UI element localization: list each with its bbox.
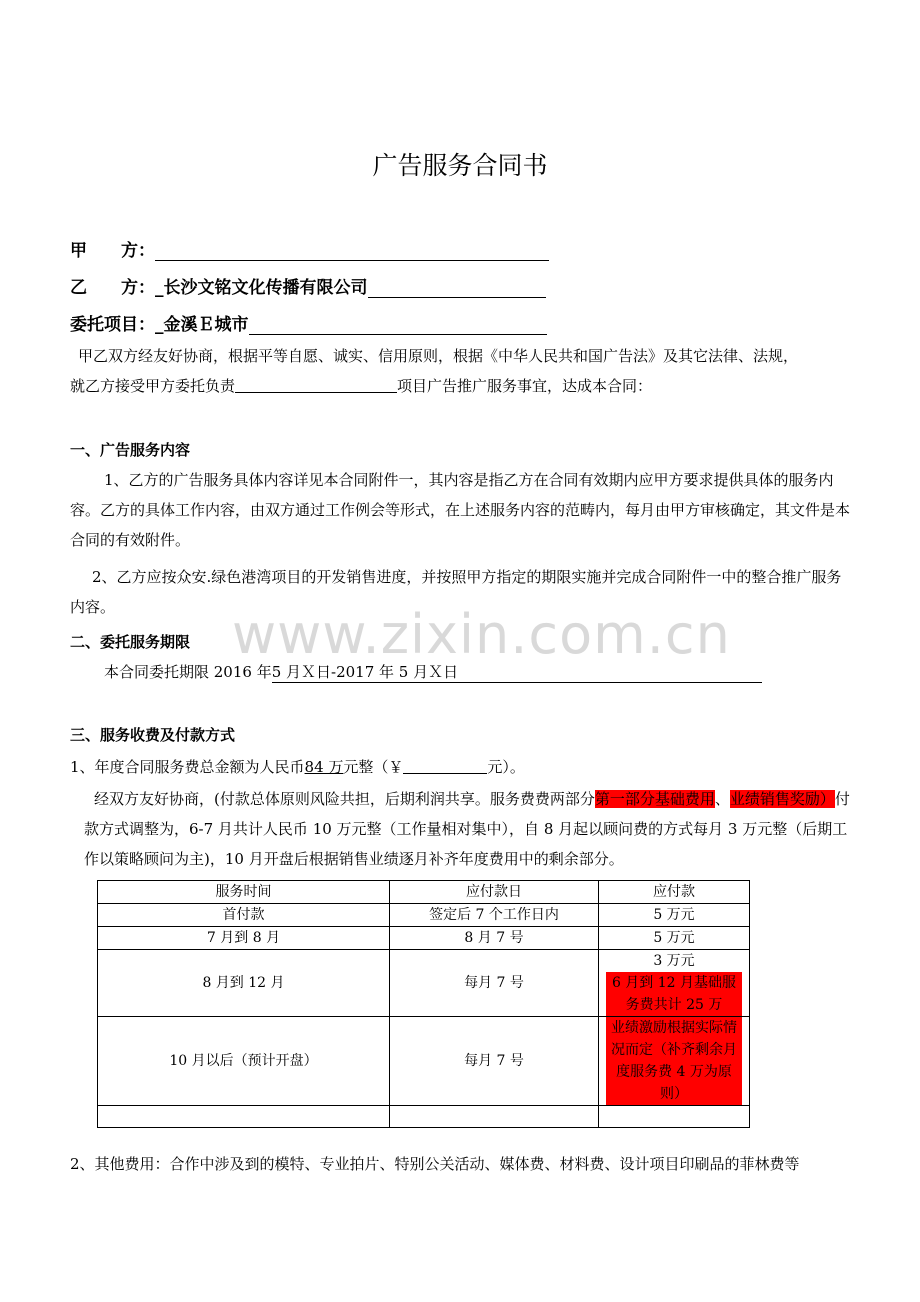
table-cell: 签定后 7 个工作日内 <box>390 904 599 927</box>
term-range-text: 5 月Ｘ日-2017 年 5 月Ｘ日 <box>271 663 459 681</box>
table-header-row <box>98 881 750 904</box>
table-row <box>98 927 750 950</box>
table-header-cell: 应付款日 <box>390 881 599 904</box>
page-title: 广告服务合同书 <box>372 151 548 180</box>
table-row <box>98 950 750 1017</box>
table-cell: 8 月到 12 月 <box>98 950 390 1017</box>
highlight-base-fee: 第一部分基础费用 <box>594 790 715 808</box>
table-cell <box>599 1017 750 1106</box>
table-cell: 8 月 7 号 <box>390 927 599 950</box>
project-field <box>70 310 547 335</box>
party-b-label: 乙 方： <box>70 278 155 298</box>
table-cell: 首付款 <box>98 904 390 927</box>
party-b-blank <box>368 277 546 298</box>
table-cell-highlight-note: 6 月到 12 月基础服务费共计 25 万 <box>606 972 742 1016</box>
highlight-sales-bonus: 业绩销售奖励） <box>729 790 835 808</box>
table-cell-highlight-note: 业绩激励根据实际情况而定（补齐剩余月度服务费 4 万为原则） <box>606 1017 742 1105</box>
section-1-heading: 一、广告服务内容 <box>70 441 191 459</box>
term-prefix: 本合同委托期限 2016 年 <box>104 663 272 681</box>
party-a-label: 甲 方： <box>70 241 155 261</box>
project-blank <box>249 314 547 335</box>
fee-total-mid: 元整（￥ <box>343 758 404 776</box>
section-1-paragraph-2: 2、乙方应按众安.绿色港湾项目的开发销售进度，并按照甲方指定的期限实施并完成合同附件一中的整合推广服务内容。 <box>70 568 842 616</box>
section-3-heading: 三、服务收费及付款方式 <box>70 726 236 744</box>
table-row-empty <box>98 1106 750 1128</box>
payment-text-b: 付款方式调整为，6-7 月共计人民币 10 万元整（工作量相对集中），自 8 月起以顾问费的方式每月 3 万元整（后期工作以策略顾问为主)，10 月开盘后根据销售业绩逐月补齐年度费用中的剩余部分。 <box>84 790 850 868</box>
table-cell <box>599 1106 750 1128</box>
other-fees-line: 2、其他费用：合作中涉及到的模特、专业拍片、特别公关活动、媒体费、材料费、设计项目印刷品的菲林费等 <box>70 1155 800 1173</box>
party-b-value: _长沙文铭文化传播有限公司 <box>155 278 368 298</box>
fee-total-blank <box>403 757 487 774</box>
intro-paragraph <box>70 341 852 401</box>
table-header-cell: 应付款 <box>599 881 750 904</box>
payment-text-a: 经双方友好协商，(付款总体原则风险共担，后期利润共享。服务费费两部分 <box>94 790 595 808</box>
table-cell <box>599 950 750 1017</box>
table-cell: 每月 7 号 <box>390 1017 599 1106</box>
table-row <box>98 904 750 927</box>
fee-total-line <box>70 752 852 782</box>
project-label: 委托项目： <box>70 315 155 335</box>
fee-total-amount: 84 万 <box>304 758 344 776</box>
intro-text-a: 就乙方接受甲方委托负责 <box>70 377 236 395</box>
party-a-field <box>70 236 549 261</box>
payment-separator: 、 <box>714 790 730 808</box>
table-cell: 5 万元 <box>599 927 750 950</box>
section-2-heading: 二、委托服务期限 <box>70 633 191 651</box>
party-b-field <box>70 273 546 298</box>
table-header-cell: 服务时间 <box>98 881 390 904</box>
intro-text-b: 项目广告推广服务事宜，达成本合同： <box>397 377 653 395</box>
table-cell-amount: 3 万元 <box>653 953 695 969</box>
table-row <box>98 1017 750 1106</box>
table-cell: 7 月到 8 月 <box>98 927 390 950</box>
intro-blank <box>235 376 397 393</box>
table-cell <box>98 1106 390 1128</box>
watermark: www.zixin.com.cn <box>232 603 731 666</box>
intro-line-2 <box>70 371 852 401</box>
fee-total-suffix: 元）。 <box>487 758 525 776</box>
fee-total-prefix: 1、年度合同服务费总金额为人民币 <box>70 758 305 776</box>
project-value: _金溪Ｅ城市 <box>155 315 249 335</box>
table-cell <box>390 1106 599 1128</box>
table-cell: 5 万元 <box>599 904 750 927</box>
payment-method-paragraph <box>84 784 850 874</box>
payment-schedule-table <box>97 880 750 1128</box>
intro-line-1: 甲乙双方经友好协商，根据平等自愿、诚实、信用原则，根据《中华人民共和国广告法》及其它法律、法规， <box>78 347 799 365</box>
table-cell: 10 月以后（预计开盘） <box>98 1017 390 1106</box>
table-cell: 每月 7 号 <box>390 950 599 1017</box>
section-1-paragraph-1: 1、乙方的广告服务具体内容详见本合同附件一，其内容是指乙方在合同有效期内应甲方要求提供具体的服务内容。乙方的具体工作内容，由双方通过工作例会等形式，在上述服务内容的范畴内，每月由甲方审核确定，其文件是本合同的有效附件。 <box>70 471 851 549</box>
party-a-value <box>155 240 549 261</box>
